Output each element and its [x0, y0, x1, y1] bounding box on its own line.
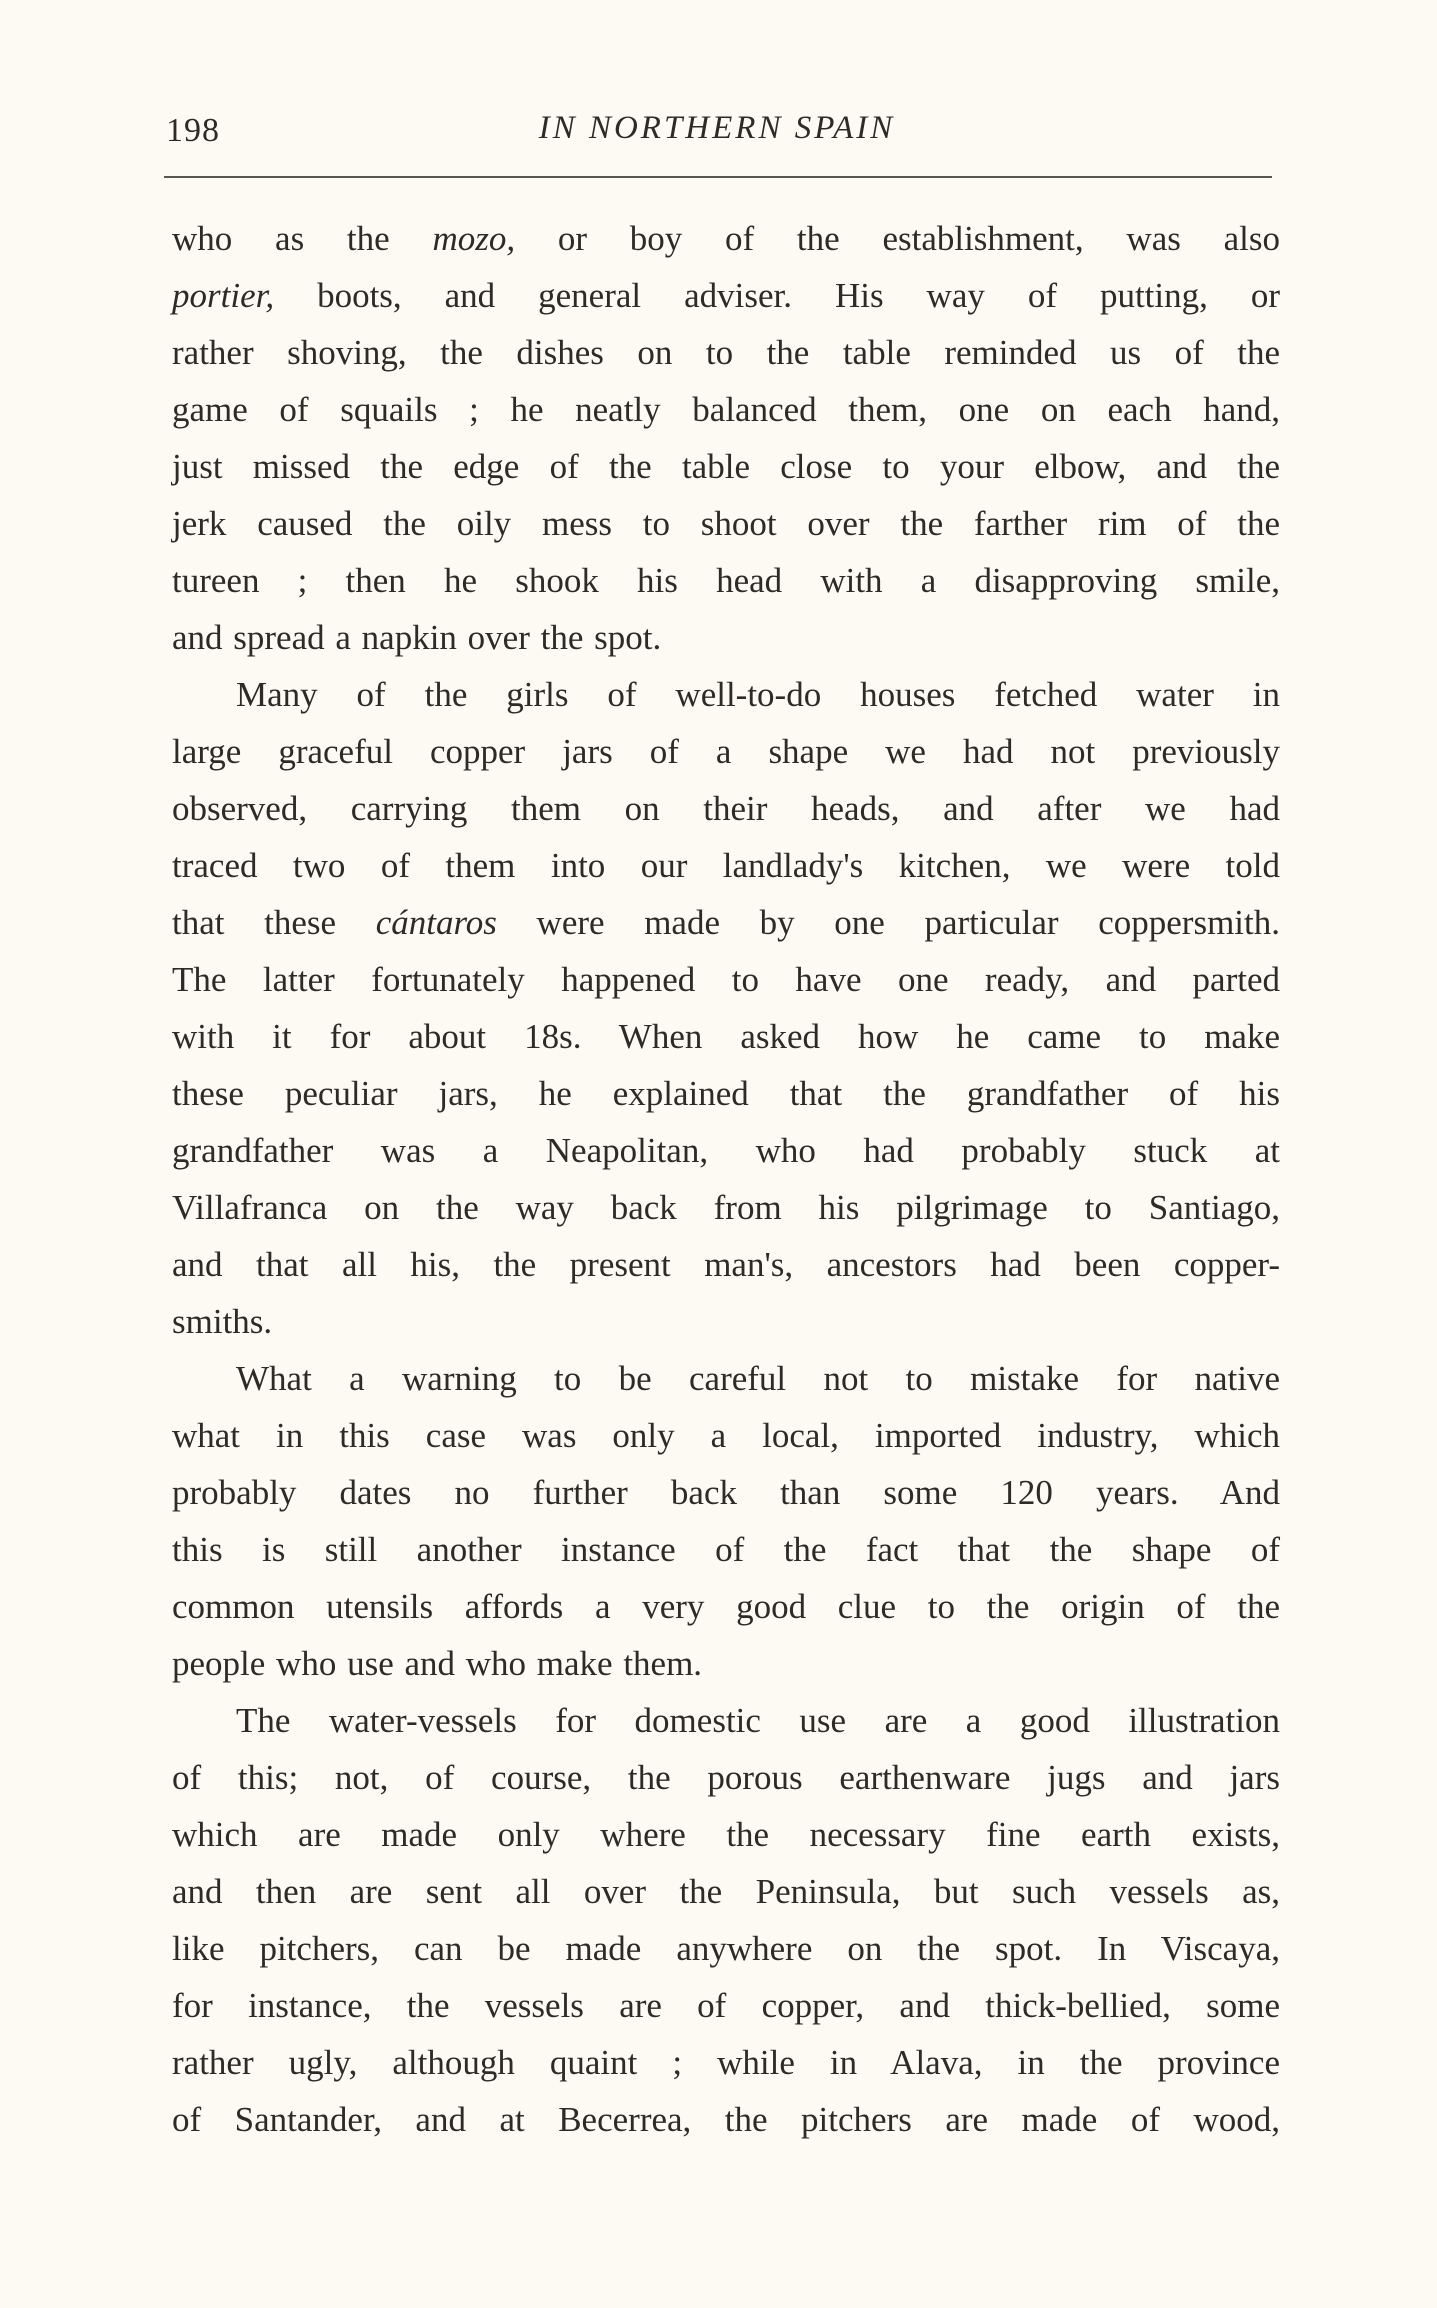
text-segment: with it for about 18s. When asked how he came to make	[172, 1017, 1280, 1056]
text-line	[172, 1236, 1280, 1293]
body-text	[172, 210, 1280, 2148]
text-line	[172, 1179, 1280, 1236]
text-line	[172, 666, 1280, 723]
running-title: IN NORTHERN SPAIN	[538, 110, 896, 146]
text-segment: mozo,	[432, 219, 516, 258]
text-line	[172, 1122, 1280, 1179]
text-segment: traced two of them into our landlady's kitchen, we were told	[172, 846, 1280, 885]
text-segment: grandfather was a Neapolitan, who had probably stuck at	[172, 1131, 1280, 1170]
text-line	[172, 2034, 1280, 2091]
text-line	[172, 1749, 1280, 1806]
text-segment: portier,	[172, 276, 275, 315]
text-segment: large graceful copper jars of a shape we had not previously	[172, 732, 1280, 771]
text-line	[172, 1806, 1280, 1863]
text-segment: observed, carrying them on their heads, and after we had	[172, 789, 1280, 828]
text-segment: of this; not, of course, the porous earthenware jugs and jars	[172, 1758, 1280, 1797]
text-line	[172, 438, 1280, 495]
text-line	[172, 1350, 1280, 1407]
text-segment: What a warning to be careful not to mistake for native	[236, 1359, 1280, 1398]
text-segment: rather ugly, although quaint ; while in Alava, in the province	[172, 2043, 1280, 2082]
text-segment: smiths.	[172, 1302, 273, 1341]
text-segment: The water-vessels for domestic use are a good illustration	[236, 1701, 1280, 1740]
text-line	[172, 1407, 1280, 1464]
text-segment: people who use and who make them.	[172, 1644, 703, 1683]
text-segment: what in this case was only a local, imported industry, which	[172, 1416, 1280, 1455]
text-line	[172, 324, 1280, 381]
text-segment: common utensils affords a very good clue to the origin of the	[172, 1587, 1280, 1626]
text-line	[172, 609, 1280, 666]
text-segment: probably dates no further back than some 120 years. And	[172, 1473, 1280, 1512]
text-segment: cántaros	[375, 903, 497, 942]
running-head	[162, 108, 1272, 158]
text-segment: these peculiar jars, he explained that the grandfather of his	[172, 1074, 1280, 1113]
text-segment: who as the	[172, 219, 433, 258]
text-line	[172, 495, 1280, 552]
text-line	[172, 723, 1280, 780]
text-segment: that these	[172, 903, 376, 942]
text-segment: this is still another instance of the fact that the shape of	[172, 1530, 1280, 1569]
text-line	[172, 267, 1280, 324]
text-segment: and spread a napkin over the spot.	[172, 618, 662, 657]
text-segment: game of squails ; he neatly balanced them, one on each hand,	[172, 390, 1280, 429]
text-line	[172, 210, 1280, 267]
header-rule	[164, 176, 1272, 178]
text-line	[172, 1464, 1280, 1521]
text-segment: which are made only where the necessary fine earth exists,	[172, 1815, 1280, 1854]
text-line	[172, 1065, 1280, 1122]
page-number: 198	[166, 112, 220, 149]
text-line	[172, 381, 1280, 438]
text-segment: boots, and general adviser. His way of putting, or	[274, 276, 1280, 315]
text-segment: Many of the girls of well-to-do houses fetched water in	[236, 675, 1280, 714]
text-line	[172, 1578, 1280, 1635]
text-segment: of Santander, and at Becerrea, the pitchers are made of wood,	[172, 2100, 1280, 2139]
text-segment: for instance, the vessels are of copper, and thick-bellied, some	[172, 1986, 1280, 2025]
text-segment: and then are sent all over the Peninsula, but such vessels as,	[172, 1872, 1280, 1911]
text-line	[172, 951, 1280, 1008]
text-line	[172, 2091, 1280, 2148]
text-segment: tureen ; then he shook his head with a disapproving smile,	[172, 561, 1280, 600]
text-segment: or boy of the establishment, was also	[515, 219, 1280, 258]
text-line	[172, 894, 1280, 951]
text-segment: rather shoving, the dishes on to the table reminded us of the	[172, 333, 1280, 372]
text-line	[172, 837, 1280, 894]
text-line	[172, 552, 1280, 609]
text-segment: were made by one particular coppersmith.	[496, 903, 1280, 942]
text-segment: jerk caused the oily mess to shoot over the farther rim of the	[172, 504, 1280, 543]
text-line	[172, 1293, 1280, 1350]
text-segment: like pitchers, can be made anywhere on the spot. In Viscaya,	[172, 1929, 1280, 1968]
text-segment: just missed the edge of the table close to your elbow, and the	[172, 447, 1280, 486]
text-line	[172, 1635, 1280, 1692]
text-line	[172, 1863, 1280, 1920]
text-segment: and that all his, the present man's, ancestors had been copper-	[172, 1245, 1280, 1284]
text-segment: The latter fortunately happened to have one ready, and parted	[172, 960, 1280, 999]
text-line	[172, 1692, 1280, 1749]
text-segment: Villafranca on the way back from his pilgrimage to Santiago,	[172, 1188, 1280, 1227]
text-line	[172, 1521, 1280, 1578]
text-line	[172, 1008, 1280, 1065]
text-line	[172, 780, 1280, 837]
text-line	[172, 1977, 1280, 2034]
text-line	[172, 1920, 1280, 1977]
